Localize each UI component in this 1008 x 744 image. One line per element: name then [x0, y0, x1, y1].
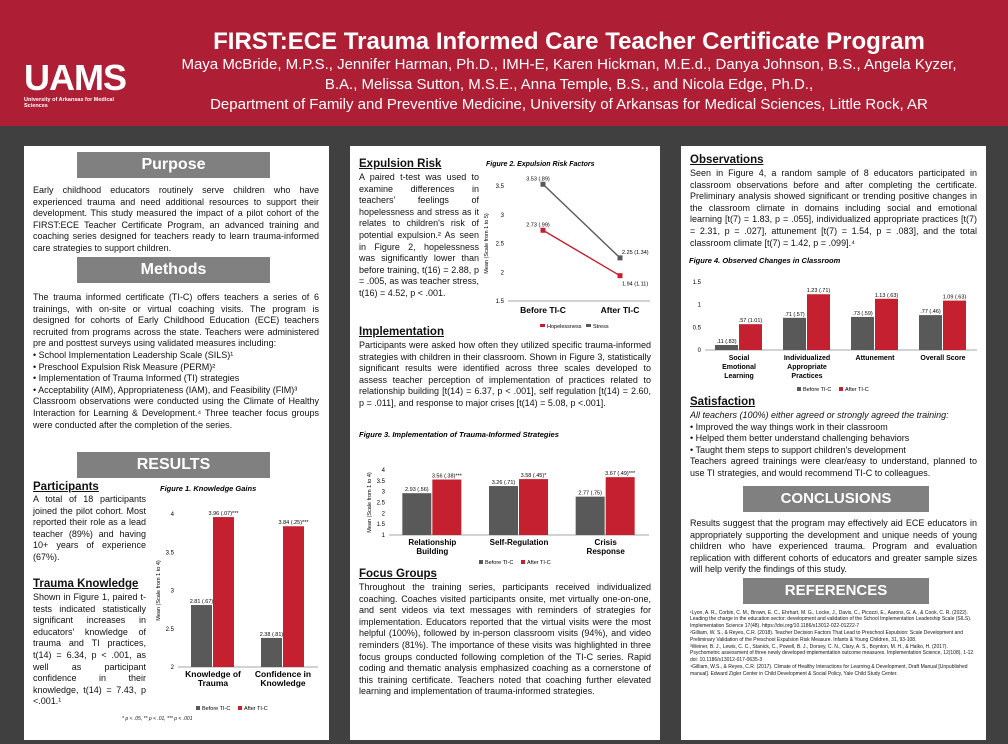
methods-item: • Acceptability (AIM), Appropriateness (IAM), and Feasibility (FIM)³	[33, 385, 319, 397]
purpose-text: Early childhood educators routinely serve children who have experienced trauma and need additional resources to support their development. This study measured the impact of a pilot cohort of the FIRST:ECE Teacher Certificate Program, an advanced training and coaching series designed for teachers ready to learn trauma-informed care strategies to support children.	[33, 185, 319, 253]
affiliation: Department of Family and Preventive Medicine, University of Arkansas for Medical Sciences, Little Rock, AR	[210, 96, 928, 113]
bar-after	[432, 480, 461, 535]
column-left	[24, 146, 329, 740]
legend-swatch	[540, 324, 545, 327]
figure-4-chart	[685, 254, 981, 394]
category-label: Trauma	[197, 678, 229, 688]
legend-label: After TI-C	[845, 387, 869, 393]
category-label: Individualized	[783, 355, 831, 362]
observations-text: Seen in Figure 4, a random sample of 8 educators participated in classroom observations before and after completing the certificate. Preliminary analysis showed significant or trending positive changes in the classroom climate in domains including social and emotional learning [t(7) = 1.83, p = .055], individualized appropriate practices [t(7) = 2.31, p = .027], attunement [t(7) = 1.54, p = .083], and the total classroom climate [t(7) = 1.42, p = .099].⁴	[690, 168, 977, 248]
y-tick-label: 1	[697, 302, 701, 309]
bar-after	[875, 299, 898, 350]
category-label: Response	[586, 547, 625, 556]
y-tick-label: 3	[381, 489, 385, 496]
bar-after	[213, 517, 234, 667]
category-label: Practices	[791, 373, 823, 380]
methods-banner: Methods	[77, 257, 270, 283]
y-tick-label: 1.5	[692, 280, 701, 286]
y-tick-label: 3.5	[165, 550, 174, 557]
data-label: 1.94 (1.11)	[622, 281, 649, 288]
y-axis-label: Mean (Scale from 1 to 4)	[367, 472, 373, 533]
y-tick-label: 3.5	[376, 478, 385, 485]
satisfaction-heading: Satisfaction	[690, 396, 756, 408]
chart-title: Figure 2. Expulsion Risk Factors	[486, 161, 595, 168]
data-label: 1.13 (.63)	[874, 292, 899, 299]
methods-outro: Classroom observations were conducted using the Climate of Healthy Interaction for Learning & Development.⁴ Three teacher focus groups were conducted after the completion of the series.	[33, 396, 319, 430]
category-label: Knowledge of	[185, 669, 241, 679]
y-tick-label: 1.5	[495, 299, 504, 305]
y-tick-label: 1.5	[376, 522, 385, 529]
legend-label: Before TI-C	[202, 706, 231, 712]
legend-swatch	[797, 387, 801, 391]
implementation-heading: Implementation	[359, 326, 444, 338]
methods-item: • Preschool Expulsion Risk Measure (PERM)²	[33, 362, 319, 374]
data-label: 3.53 (.89)	[526, 176, 550, 183]
column-middle	[350, 146, 660, 740]
data-label: 2.77 (.75)	[578, 490, 602, 497]
methods-item: • School Implementation Leadership Scale (SILS)¹	[33, 350, 319, 362]
legend-swatch	[479, 560, 483, 564]
uams-logo	[24, 57, 134, 109]
data-label: 2.25 (1.34)	[622, 249, 649, 256]
focus-groups-heading: Focus Groups	[359, 568, 437, 580]
category-label: Relationship	[408, 538, 457, 547]
y-tick-label: 4	[170, 512, 174, 518]
bar-after	[606, 477, 635, 535]
category-label: Self-Regulation	[489, 538, 549, 547]
satisfaction-intro: All teachers (100%) either agreed or strongly agreed the training:	[690, 410, 949, 420]
data-label: 3.96 (.07)***	[208, 511, 239, 518]
satisfaction-body	[690, 410, 977, 480]
data-point	[541, 228, 546, 233]
purpose-banner: Purpose	[77, 152, 270, 178]
logo-subtext: University of Arkansas for Medical Sciences	[24, 97, 114, 109]
category-label: After TI-C	[600, 305, 640, 315]
knowledge-text: Shown in Figure 1, paired t-tests indicated statistically significant increases in educators' knowledge of trauma and TI practices, t(14) = 6.34, p < .001, as well as participant confidence in their knowledge, t(14) = 7.43, p <.001.¹	[33, 592, 146, 707]
legend-label: Before TI-C	[485, 560, 514, 566]
category-label: Building	[416, 547, 449, 556]
legend-label: After TI-C	[527, 560, 551, 566]
category-label: Emotional	[722, 364, 756, 371]
legend-label: Hopelessness	[547, 324, 582, 330]
reference-item: ¹Lyon, A. R., Corbin, C. M., Brown, E. C., Ehrhart, M. G., Locke, J., Davis, C., Picozzi, E., Aarons, G. A., & Cook, C. R. (2022). Leading the charge in the education sector: development and validation of the School Implementation Leadership Scale (SILS). Implementation Science 17(48). https://doi.org/10.1186/s13012-022-01222-7	[690, 610, 972, 629]
category-label: Attunement	[855, 355, 895, 362]
bar-before	[191, 605, 212, 667]
expulsion-text: A paired t-test was used to examine differences in teachers' feelings of hopelessness and stress as it relates to children's risk of potential expulsion.² As seen in Figure 2, hopelessness was significantly lower than before training, t(16) = 2.88, p = .005, as was teacher stress, t(16) = 4.52, p < .001.	[359, 172, 479, 298]
legend-label: After TI-C	[244, 706, 268, 712]
category-label: Appropriate	[787, 364, 827, 371]
category-label: Confidence in	[254, 669, 312, 679]
bar-before	[402, 493, 431, 535]
observations-heading: Observations	[690, 154, 764, 166]
data-label: 1.09 (.63)	[942, 294, 967, 301]
legend-label: Stress	[593, 324, 609, 330]
focus-groups-text: Throughout the training series, participants received individualized coaching. Coaches visited participants onsite, met virtually one-on-one, and sent videos via text messages with reminders of strategies for implementation. Educators reported that the virtual visits were the most helpful (100%), followed by in-person classroom visits (94%), and video reminders (81%). The importance of these visits was highlighted in three focus groups conducted following completion of the TI-C series. Rapid coding and thematic analysis emphasized coaching as a cornerstone of this training certificate. Teachers noted that coaching further elevated learning and implementation of trauma-informed strategies.	[359, 582, 651, 697]
authors-line-1: Maya McBride, M.P.S., Jennifer Harman, Ph.D., IMH-E, Karen Hickman, M.E.d., Danya Johnson, B.S., Angela Kyzer,	[181, 56, 957, 73]
y-axis-label: Mean (Scale from 1 to 4)	[156, 560, 162, 621]
legend-swatch	[238, 706, 242, 710]
figure-1-chart	[148, 482, 326, 722]
data-point	[618, 255, 623, 260]
data-label: 2.73 (.99)	[526, 222, 550, 229]
bar-before	[919, 315, 942, 350]
references-list	[690, 610, 979, 677]
bar-before	[576, 497, 605, 535]
satisfaction-outro: Teachers agreed trainings were clear/easy to understand, planned to use TI strategies, and would recommend TI-C to colleagues.	[690, 456, 977, 478]
chart-title: Figure 3. Implementation of Trauma-Informed Strategies	[359, 430, 559, 439]
data-label: .73 (.59)	[852, 310, 873, 317]
column-right	[681, 146, 986, 740]
bar-after	[807, 294, 830, 350]
series-line-stress	[543, 184, 620, 258]
data-label: 3.67 (.49)***	[605, 471, 636, 478]
poster-header	[0, 0, 1008, 126]
methods-intro: The trauma informed certificate (TI-C) offers teachers a series of 6 trainings, with on-site or virtual coaching visits. The program is designed for cohorts of Early Childhood Education (ECE) teachers recruited from programs across the state. Teachers were administered pre and posttest surveys using validated measures including:	[33, 292, 319, 349]
data-point	[541, 182, 546, 187]
authors-line-2: B.A., Melissa Sutton, M.S.E., Anna Temple, B.S., and Nicola Edge, Ph.D.,	[324, 76, 814, 93]
legend-swatch	[521, 560, 525, 564]
references-banner: REFERENCES	[743, 578, 929, 604]
y-tick-label: 2	[170, 665, 174, 671]
legend-swatch	[196, 706, 200, 710]
expulsion-heading: Expulsion Risk	[359, 158, 442, 170]
satisfaction-item: • Taught them steps to support children's development	[690, 445, 977, 457]
category-label: Social	[728, 355, 750, 362]
data-label: .71 (.57)	[784, 311, 805, 318]
y-tick-label: 2.5	[495, 241, 504, 248]
bar-after	[519, 479, 548, 535]
data-label: 1.23 (.71)	[806, 288, 831, 295]
participants-heading: Participants	[33, 481, 99, 493]
y-tick-label: 2	[381, 511, 385, 518]
figure-2-chart	[480, 158, 658, 336]
y-axis-label: Mean (Scale from 1 to 5)	[484, 213, 490, 274]
category-label: Overall Score	[920, 355, 966, 362]
data-label: .11 (.83)	[716, 339, 737, 346]
y-tick-label: 2.5	[165, 626, 174, 633]
bar-before	[489, 486, 518, 535]
data-point	[618, 273, 623, 278]
data-label: 3.84 (.25)***	[278, 520, 309, 527]
chart-title: Figure 4. Observed Changes in Classroom	[689, 256, 841, 265]
y-tick-label: 3	[500, 212, 504, 219]
y-tick-label: 0.5	[692, 325, 701, 332]
participants-text: A total of 18 participants joined the pilot cohort. Most reported their role as a lead teacher (89%) and having 10+ years of experience (67%).	[33, 494, 146, 562]
chart-title: Figure 1. Knowledge Gains	[160, 484, 257, 493]
data-label: 2.93 (.56)	[405, 487, 429, 494]
methods-list	[33, 350, 319, 396]
conclusions-banner: CONCLUSIONS	[743, 486, 929, 512]
bar-before	[851, 317, 874, 350]
category-label: Learning	[724, 373, 754, 380]
bar-after	[283, 526, 304, 667]
implementation-text: Participants were asked how often they utilized specific trauma-informed strategies with children in their classroom. Shown in Figure 3, statistically significant results were identified across three scales developed to assess teacher perception of implementation of practices related to relationship building [t(14) = 6.37, p < .001], self regulation [t(14) = 2.60, p = .011], and response to major crises [t(14) = 5.08, p <.001].	[359, 340, 651, 408]
y-tick-label: 0	[697, 348, 701, 354]
logo-text: UAMS	[24, 57, 126, 98]
conclusions-text: Results suggest that the program may effectively aid ECE educators in appropriately supporting the development and unique needs of young children who have experienced trauma. Program and evaluation replication with different cohorts of educators and greater sample sizes will help verify the findings of this study.	[690, 518, 977, 575]
figure-3-chart	[359, 428, 654, 566]
methods-item: • Implementation of Trauma Informed (TI) strategies	[33, 373, 319, 385]
knowledge-heading: Trauma Knowledge	[33, 578, 139, 590]
data-label: 3.58 (.45)*	[520, 473, 547, 480]
data-label: .77 (.46)	[920, 309, 941, 316]
satisfaction-item: • Helped them better understand challenging behaviors	[690, 433, 977, 445]
bar-before	[783, 318, 806, 350]
data-label: 3.56 (.38)***	[431, 473, 462, 480]
results-banner: RESULTS	[77, 452, 270, 478]
data-label: 2.38 (.81)	[259, 631, 284, 638]
significance-footnote: * p < .05, ** p < .01, *** p < .001	[122, 716, 193, 722]
data-label: 3.26 (.71)	[491, 480, 516, 487]
reference-item: ²Gilliam, W. S., & Reyes, C.R. (2018). Teacher Decision Factors That Lead to Preschool Expulsion: Scale Development and Preliminary Validation of the Preschool Expulsion Risk Measure. Infants & Young Children, 31, 93-108.	[690, 630, 963, 643]
series-line-hopelessness	[543, 230, 620, 275]
category-label: Before TI-C	[520, 305, 566, 315]
poster-title: FIRST:ECE Trauma Informed Care Teacher Certificate Program	[213, 28, 925, 55]
legend-swatch	[839, 387, 843, 391]
legend-swatch	[586, 324, 591, 327]
bar-after	[739, 324, 762, 350]
methods-body	[33, 292, 319, 431]
y-tick-label: 2	[500, 270, 504, 277]
reference-item: ⁴Gilliam, W.S., & Reyes, C.R. (2017). Climate of Healthy Interactions for Learning & Development, Draft Manual [Unpublished manual]. Edward Zigler Center in Child Development & Social Policy, Yale Child Study Center.	[690, 664, 968, 677]
data-label: 2.81 (.67)	[189, 599, 214, 606]
y-tick-label: 2.5	[376, 500, 385, 507]
bar-before	[261, 638, 282, 667]
bar-after	[943, 301, 966, 350]
satisfaction-list	[690, 422, 977, 457]
y-tick-label: 3.5	[495, 184, 504, 190]
category-label: Crisis	[594, 538, 617, 547]
y-tick-label: 4	[381, 468, 385, 474]
legend-label: Before TI-C	[803, 387, 832, 393]
data-label: .57 (1.01)	[738, 318, 763, 325]
bar-before	[715, 345, 738, 350]
y-tick-label: 1	[381, 533, 385, 539]
y-tick-label: 3	[170, 588, 174, 595]
category-label: Knowledge	[260, 678, 306, 688]
reference-item: ³Weiner, B. J., Lewis, C. C., Stanick, C., Powell, B. J., Dorsey, C. N., Clary, A. S., Boynton, M. H., & Halko, H. (2017). Psychometric assessment of three newly developed implementation outcome measures. Implementation Science, 12(108), 1-12. doi: 10.1186/s13012-017-0635-3	[690, 644, 975, 663]
satisfaction-item: • Improved the way things work in their classroom	[690, 422, 977, 434]
